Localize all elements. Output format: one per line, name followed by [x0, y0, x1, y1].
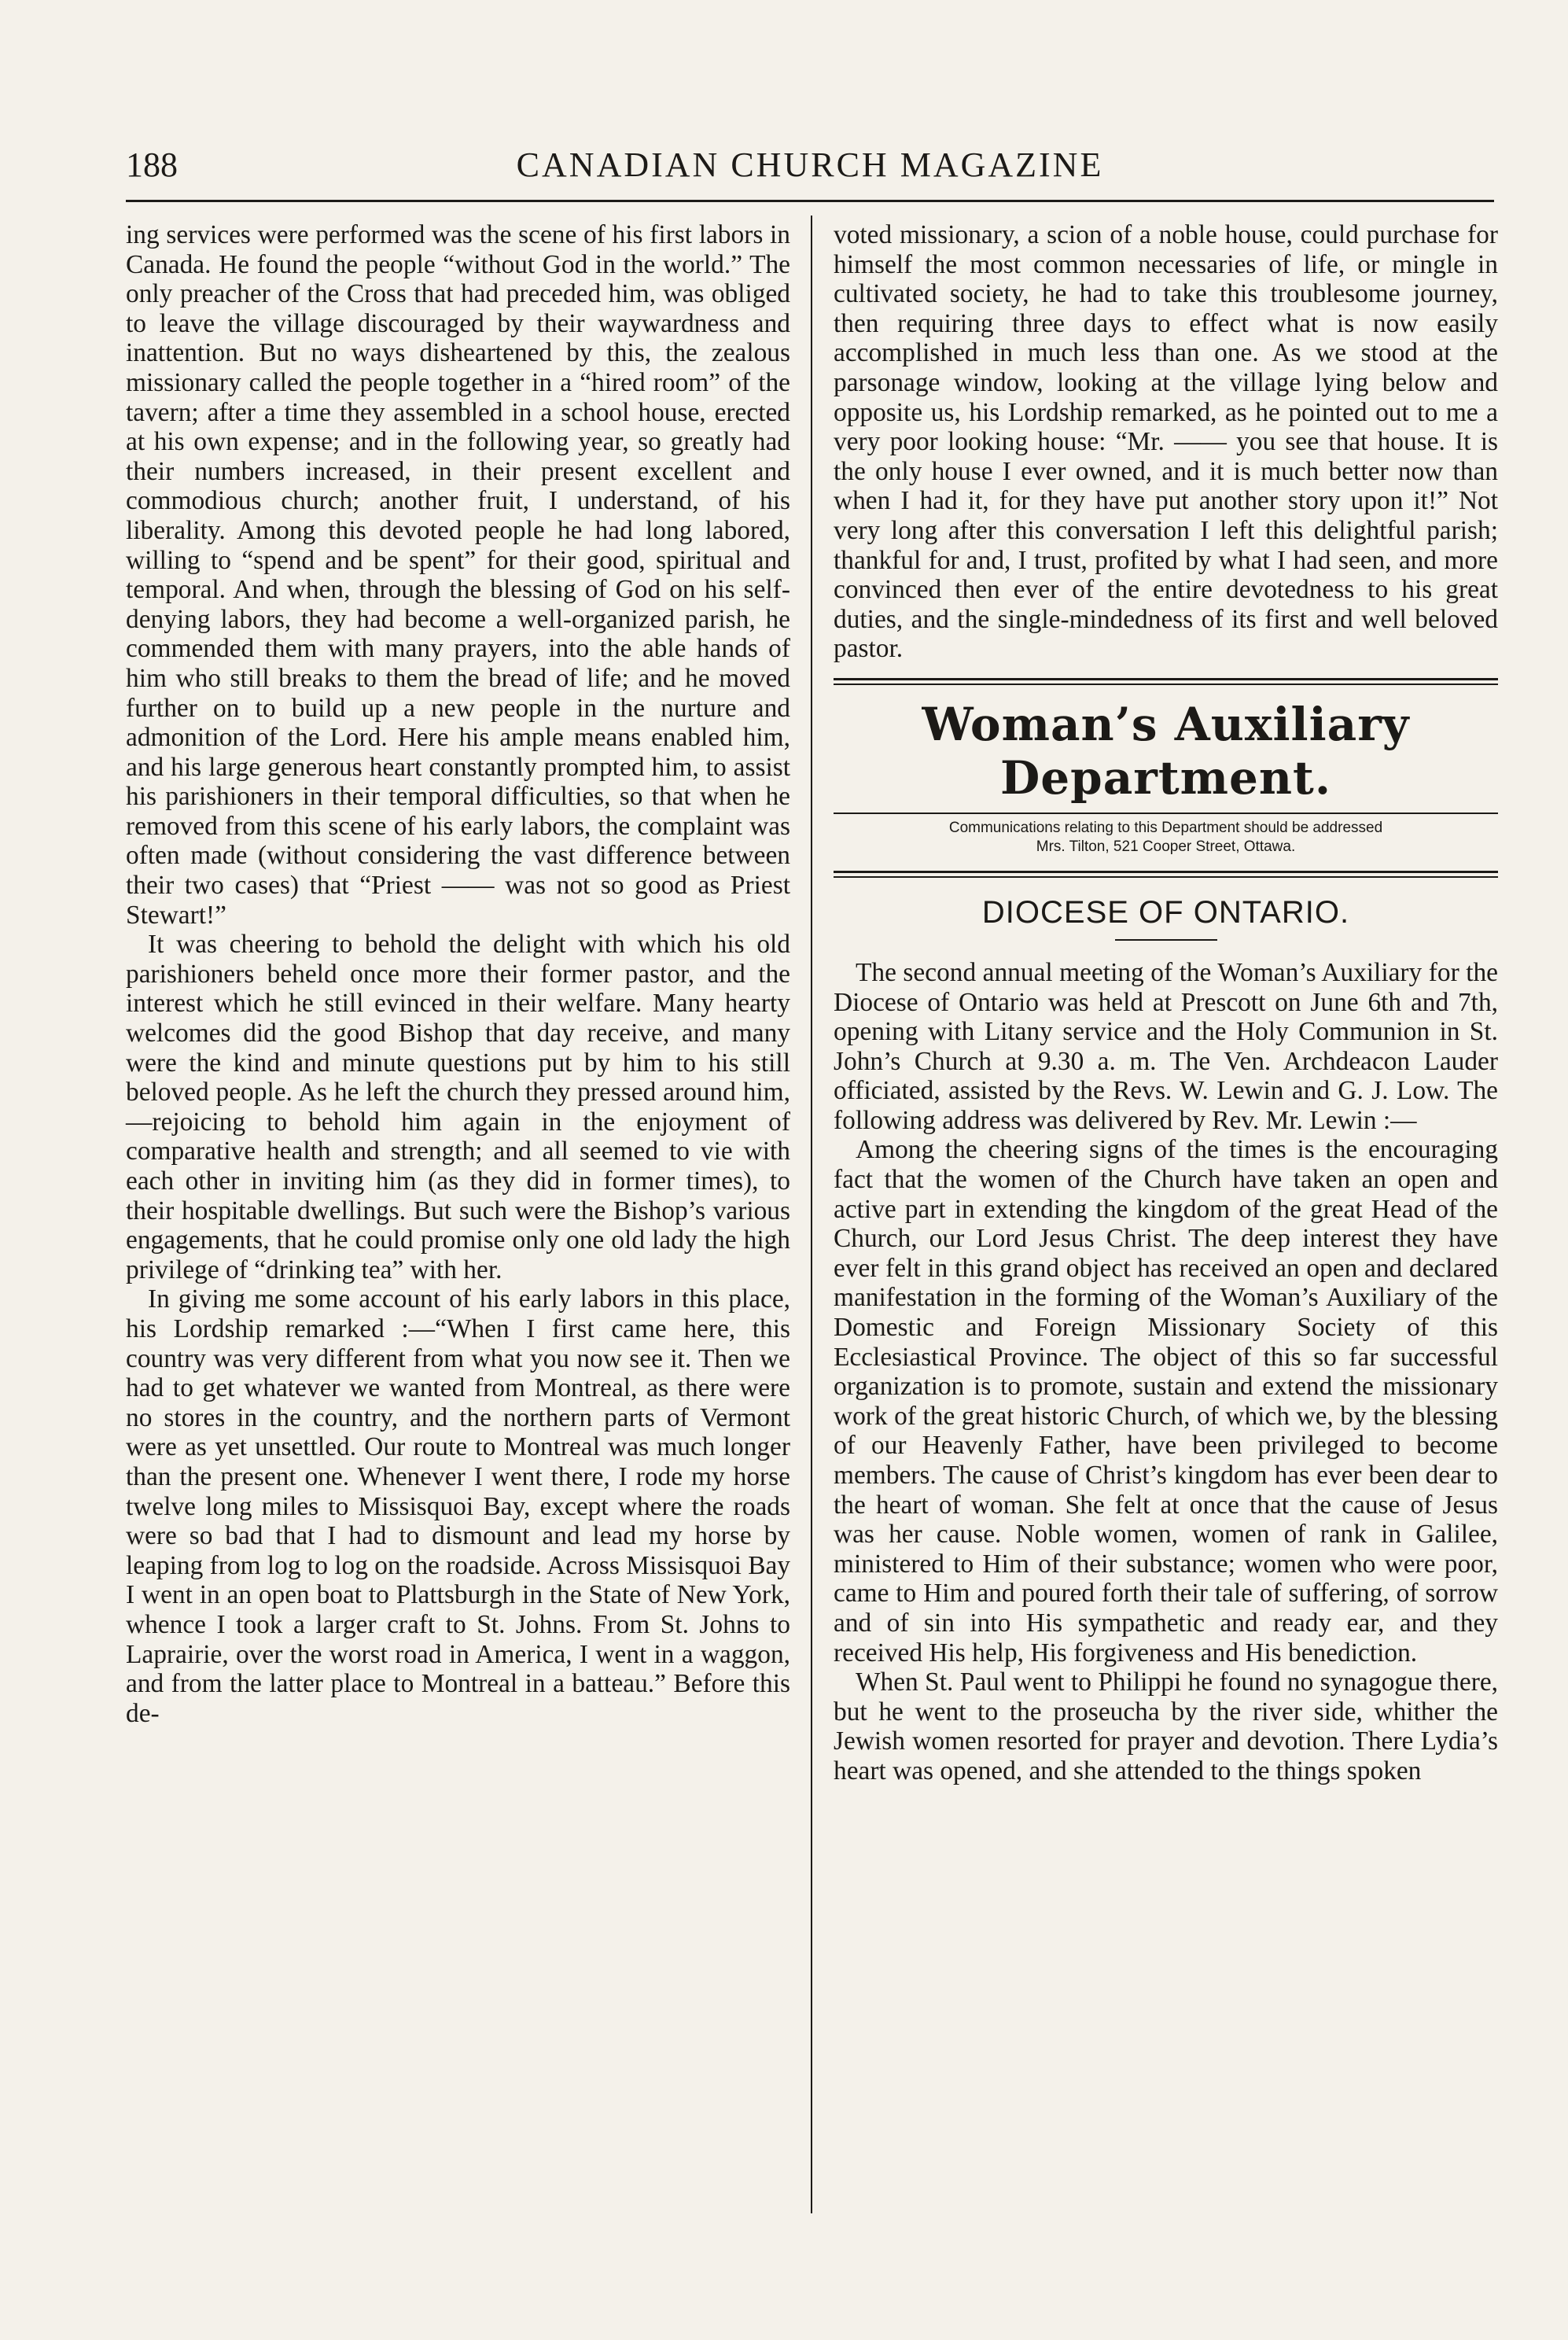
left-column — [126, 220, 790, 1728]
paragraph: The second annual meeting of the Woman’s Auxiliary for the Diocese of Ontario was held at Prescott on June 6th and 7th, opening with Litany service and the Holy Communion in St. John’s Church at 9.30 a. m. The Ven. Archdeacon Lauder officiated, assisted by the Revs. W. Lewin and G. J. Low. The following address was delivered by Rev. Mr. Lewin :— — [834, 957, 1498, 1135]
page-header — [126, 142, 1494, 189]
section-rule — [834, 871, 1498, 878]
right-column — [834, 220, 1498, 1786]
heading-rule — [1115, 939, 1217, 941]
paragraph: It was cheering to behold the delight with which his old parishioners beheld once more their former pastor, and the interest which he still evinced in their welfare. Many hearty welcomes did the good Bishop that day receive, and many were the kind and minute questions put by him to his still beloved people. As he left the church they pressed around him,—rejoicing to behold him again in the enjoyment of comparative health and strength; and all seemed to vie with each other in inviting him (as they did in former times), to their hospitable dwellings. But such were the Bishop’s various engagements, that he could promise only one old lady the high privilege of “drinking tea” with her. — [126, 930, 790, 1284]
department-notice: Mrs. Tilton, 521 Cooper Street, Ottawa. — [1036, 838, 1296, 855]
column-divider — [811, 216, 812, 2213]
paragraph: ing services were performed was the scene of his first labors in Canada. He found the people “without God in the world.” The only preacher of the Cross that had preceded him, was obliged to leave the village discouraged by their waywardness and inattention. But no ways disheartened by this, the zealous missionary called the people together in a “hired room” of the tavern; after a time they assembled in a school house, erected at his own expense; and in the following year, so greatly had their numbers increased, in their present excellent and commodious church; another fruit, I understand, of his liberality. Among this devoted people he had long labored, willing to “spend and be spent” for their good, spiritual and temporal. And when, through the blessing of God on his self-denying labors, they had become a well-organized parish, he commended them with many prayers, into the able hands of him who still breaks to them the bread of life; and he moved further on to build up a new people in the nurture and admonition of the Lord. Here his ample means enabled him, and his large generous heart constantly prompted him, to assist his parishioners in their temporal difficulties, so that when he removed from this scene of his early labors, the complaint was often made (without considering the vast difference between their two cases) that “Priest —— was not so good as Priest Stewart!” — [126, 220, 790, 930]
section-rule — [834, 813, 1498, 814]
paragraph: voted missionary, a scion of a noble house, could purchase for himself the most common necessaries of life, or mingle in cultivated society, he had to take this troublesome journey, then requiring three days to effect what is now easily accomplished in much less than one. As we stood at the parsonage window, looking at the village lying below and opposite us, his Lordship remarked, as he pointed out to me a very poor looking house: “Mr. —— you see that house. It is the only house I ever owned, and it is much better now than when I had it, for they have put another story upon it!” Not very long after this conversation I left this delightful parish; thankful for and, I trust, profited by what I had seen, and more convinced then ever of the entire devotedness to his great duties, and the single-mindedness of its first and well beloved pastor. — [834, 220, 1498, 664]
department-notice: Communications relating to this Department should be addressed — [948, 819, 1383, 836]
section-heading: DIOCESE OF ONTARIO. — [981, 894, 1350, 930]
paragraph: When St. Paul went to Philippi he found no synagogue there, but he went to the proseucha by the river side, whither the Jewish women resorted for prayer and devotion. There Lydia’s heart was opened, and she attended to the things spoken — [834, 1667, 1498, 1785]
running-title: CANADIAN CHURCH MAGAZINE — [516, 146, 1104, 184]
section-rule — [834, 678, 1498, 685]
paragraph: Among the cheering signs of the times is the encouraging fact that the women of the Church have taken an open and active part in extending the kingdom of the great Head of the Church, our Lord Jesus Christ. The deep interest they have ever felt in this grand object has received an open and declared manifestation in the forming of the Woman’s Auxiliary of the Domestic and Foreign Missionary Society of this Ecclesiastical Province. The object of this so far successful organization is to promote, sustain and extend the missionary work of the great historic Church, of which we, by the blessing of our Heavenly Father, have been privileged to become members. The cause of Christ’s kingdom has ever been dear to the heart of woman. She felt at once that the cause of Jesus was her cause. Noble women, women of rank in Galilee, ministered to Him of their substance; women who were poor, came to Him and poured forth their tale of suffering, of sorrow and of sin into His sympathetic and ready ear, and they received His help, His forgiveness and His benediction. — [834, 1135, 1498, 1667]
header-rule — [126, 200, 1494, 202]
paragraph: In giving me some account of his early labors in this place, his Lordship remarked :—“When I first came here, this country was very different from what you now see it. Then we had to get whatever we wanted from Montreal, as there were no stores in the country, and the northern parts of Vermont were as yet unsettled. Our route to Montreal was much longer than the present one. Whenever I went there, I rode my horse twelve long miles to Missisquoi Bay, except where the roads were so bad that I had to dismount and lead my horse by leaping from log to log on the roadside. Across Missisquoi Bay I went in an open boat to Plattsburgh in the State of New York, whence I took a larger craft to St. Johns. From St. Johns to Laprairie, over the worst road in America, I went in a waggon, and from the latter place to Montreal in a batteau.” Before this de- — [126, 1284, 790, 1728]
page-number: 188 — [126, 146, 178, 184]
department-title: Woman’s Auxiliary Department. — [922, 697, 1410, 805]
